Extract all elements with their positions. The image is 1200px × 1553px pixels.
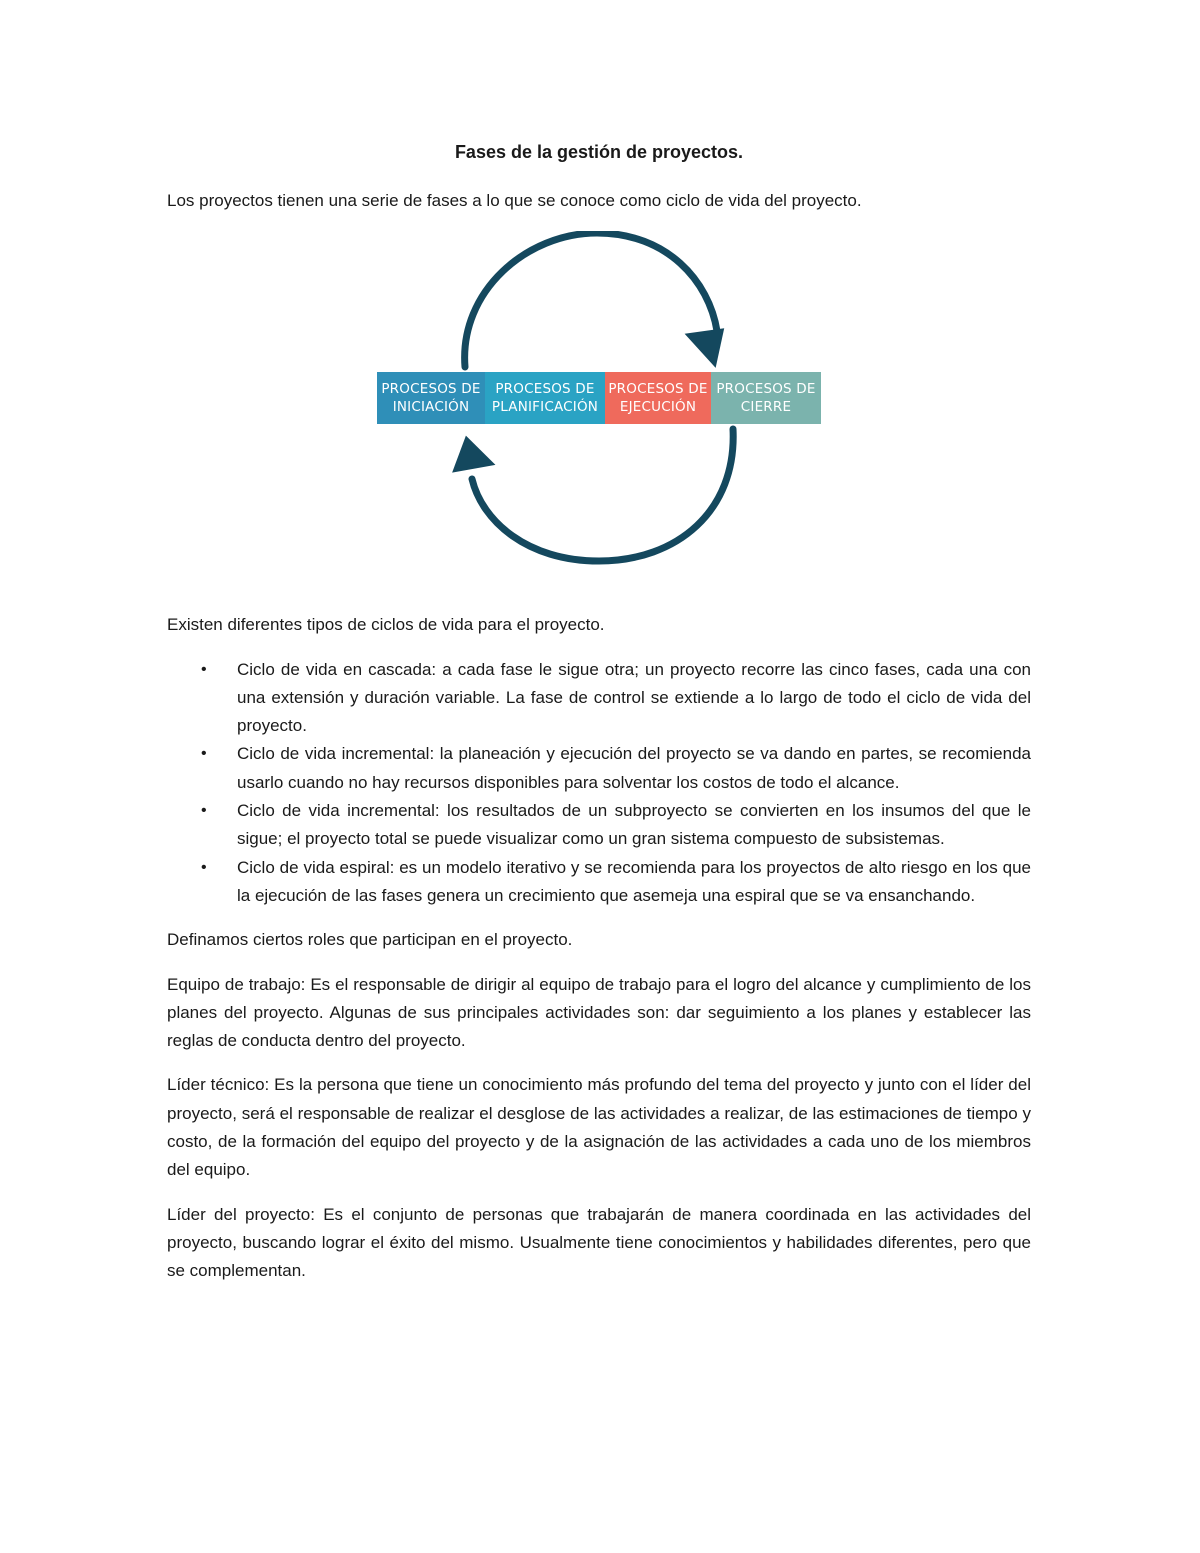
role-team-paragraph: Equipo de trabajo: Es el responsable de dirigir al equipo de trabajo para el logro del alcance y cumplimiento de los planes del proyecto. Algunas de sus principales actividades son: dar seguimiento a los planes y establecer las reglas de conducta dentro del proyecto.	[167, 974, 1031, 1051]
list-item-text: Ciclo de vida incremental: la planeación y ejecución del proyecto se va dando en partes, se recomienda usarlo cuando no hay recursos disponibles para solventar los costos de todo el alcance.	[237, 744, 1031, 792]
list-item-text: Ciclo de vida incremental: los resultados de un subproyecto se convierten en los insumos del que le sigue; el proyecto total se puede visualizar como un gran sistema compuesto de subsistemas.	[237, 801, 1031, 849]
top-cycle-arrow	[465, 233, 717, 367]
list-item-text: Ciclo de vida en cascada: a cada fase le sigue otra; un proyecto recorre las cinco fases, cada una con una extensión y duración variable. La fase de control se extiende a lo largo de todo el ciclo de vida del proyecto.	[237, 659, 1031, 736]
bullet-icon: •	[201, 660, 207, 678]
phase-closing-line1: PROCESOS DE	[716, 381, 816, 398]
list-item-text: Ciclo de vida espiral: es un modelo iterativo y se recomienda para los proyectos de alto riesgo en los que la ejecución de las fases genera un crecimiento que asemeja una espiral que se va ensanchando.	[237, 857, 1031, 905]
intro-paragraph: Los proyectos tienen una serie de fases a lo que se conoce como ciclo de vida del proyecto.	[167, 191, 862, 210]
list-item	[167, 656, 1031, 741]
phase-closing-line2: CIERRE	[740, 399, 792, 416]
roles-intro-paragraph: Definamos ciertos roles que participan en el proyecto.	[167, 930, 573, 950]
phase-closing	[711, 372, 821, 424]
bullet-icon: •	[201, 745, 207, 763]
bullet-icon: •	[201, 802, 207, 820]
phase-initiation-line2: INICIACIÓN	[392, 399, 470, 416]
project-lifecycle-diagram	[167, 231, 1031, 591]
phase-execution	[605, 372, 711, 424]
types-intro-paragraph: Existen diferentes tipos de ciclos de vida para el proyecto.	[167, 615, 605, 635]
document-page	[167, 138, 1031, 1302]
role-technical-lead-paragraph: Líder técnico: Es la persona que tiene un conocimiento más profundo del tema del proyecto y junto con el líder del proyecto, será el responsable de realizar el desglose de las actividades a realizar, de las estimaciones de tiempo y costo, de la formación del equipo del proyecto y de la asignación de las actividades a cada uno de los miembros del equipo.	[167, 1075, 1031, 1180]
top-arrowhead	[685, 329, 730, 372]
page-title: Fases de la gestión de proyectos.	[454, 142, 744, 162]
bottom-arrowhead	[446, 432, 495, 473]
phase-bar	[377, 372, 821, 424]
phase-planning	[485, 372, 605, 424]
phase-execution-line2: EJECUCIÓN	[619, 399, 697, 416]
list-item	[167, 740, 1031, 797]
phase-planning-line2: PLANIFICACIÓN	[491, 399, 599, 416]
list-item	[167, 854, 1031, 911]
phase-execution-line1: PROCESOS DE	[608, 381, 708, 398]
bottom-cycle-arrow	[472, 429, 733, 561]
list-item	[167, 797, 1031, 854]
phase-initiation-line1: PROCESOS DE	[381, 381, 481, 398]
phase-planning-line1: PROCESOS DE	[495, 381, 595, 398]
bullet-icon: •	[201, 858, 207, 876]
role-project-lead-paragraph: Líder del proyecto: Es el conjunto de personas que trabajarán de manera coordinada en las actividades del proyecto, buscando lograr el éxito del mismo. Usualmente tiene conocimientos y habilidades diferentes, pero que se complementan.	[167, 1204, 1031, 1281]
lifecycle-types-list	[167, 656, 1031, 911]
phase-initiation	[377, 372, 485, 424]
